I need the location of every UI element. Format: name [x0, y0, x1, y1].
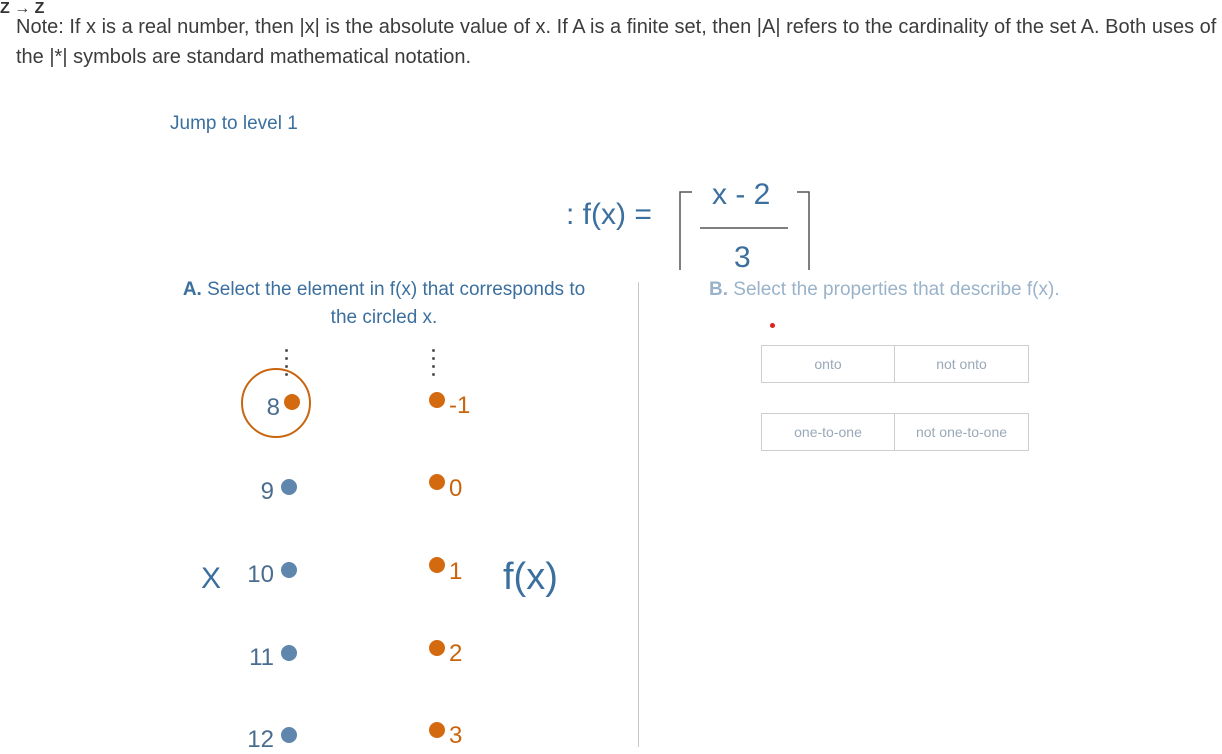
- domain-label: X: [201, 562, 222, 595]
- onto-toggle-group: [761, 345, 1029, 383]
- jump-to-level-link[interactable]: Jump to level 1: [170, 113, 298, 134]
- column-divider: [638, 282, 639, 747]
- part-b-instruction: [709, 276, 1060, 304]
- domain-dot[interactable]: [281, 479, 297, 495]
- codomain-label: f(x): [503, 556, 558, 598]
- domain-value: 10: [247, 561, 274, 588]
- domain-value: 8: [266, 394, 280, 421]
- domain-dot[interactable]: [281, 645, 297, 661]
- part-a-text: Select the element in f(x) that corresponds to the circled x.: [207, 279, 586, 328]
- fraction-numerator: x - 2: [712, 178, 771, 211]
- domain-codomain: Z → Z: [0, 0, 45, 17]
- part-b-letter: B.: [709, 279, 728, 300]
- one-to-one-button[interactable]: one-to-one: [761, 413, 895, 451]
- codomain-dot[interactable]: [429, 557, 445, 573]
- not-one-to-one-button[interactable]: not one-to-one: [895, 413, 1029, 451]
- domain-dot[interactable]: [281, 727, 297, 743]
- fx-equals: : f(x) =: [566, 198, 652, 231]
- domain-dot-circled[interactable]: [284, 394, 300, 410]
- not-onto-button[interactable]: not onto: [895, 345, 1029, 383]
- codomain-value: 2: [449, 640, 463, 667]
- domain-value: 12: [247, 726, 274, 753]
- fraction-denominator: 3: [734, 241, 751, 274]
- codomain-value: 1: [449, 558, 463, 585]
- codomain-dot[interactable]: [429, 474, 445, 490]
- codomain-value: -1: [449, 392, 471, 419]
- part-a-letter: A.: [182, 279, 202, 300]
- note-text: Note: If x is a real number, then |x| is the absolute value of x. If A is a finite set, then |A| refers to the cardinality of the set A. Both uses of the |*| symbols are standard mathematical notation.: [16, 16, 1217, 68]
- domain-value: 9: [260, 478, 274, 505]
- codomain-ellipsis: [432, 349, 436, 381]
- one-to-one-toggle-group: [761, 413, 1029, 451]
- codomain-dot[interactable]: [429, 392, 445, 408]
- codomain-dot[interactable]: [429, 722, 445, 738]
- codomain-value: 3: [449, 722, 463, 749]
- codomain-dot[interactable]: [429, 640, 445, 656]
- codomain-value: 0: [449, 475, 463, 502]
- onto-button[interactable]: onto: [761, 345, 895, 383]
- part-b-text: Select the properties that describe f(x).: [733, 279, 1060, 300]
- part-a-instruction: [168, 276, 600, 332]
- domain-value: 11: [249, 644, 274, 671]
- required-indicator: [770, 323, 775, 328]
- domain-dot[interactable]: [281, 562, 297, 578]
